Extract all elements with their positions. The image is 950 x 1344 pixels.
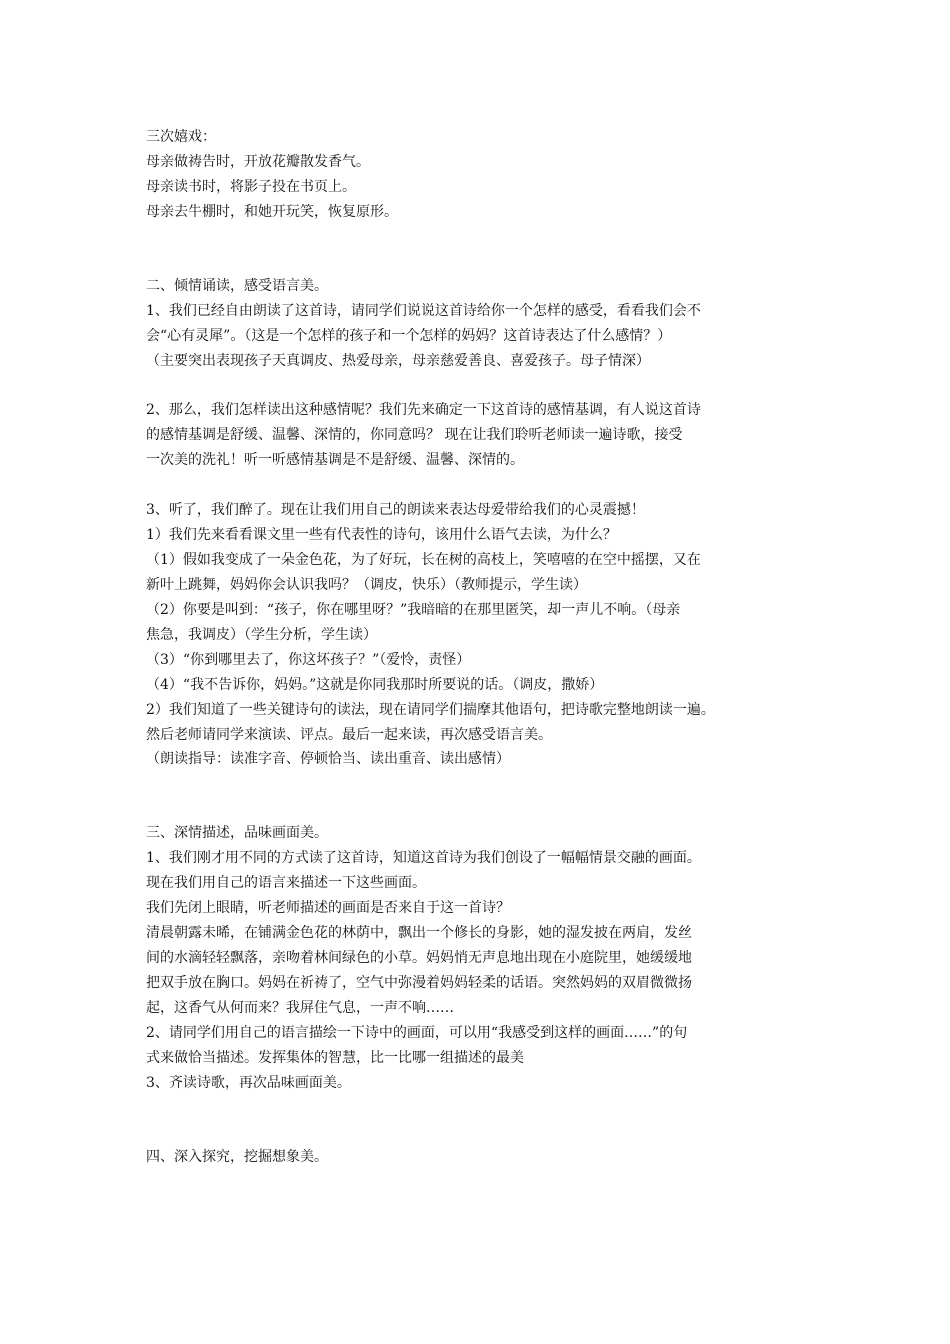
text-line: 现在我们用自己的语言来描述一下这些画面。 (146, 875, 426, 891)
text-line: 3、听了，我们醉了。现在让我们用自己的朗读来表达母爱带给我们的心灵震撼！ (146, 502, 645, 518)
text-line: 然后老师请同学来演读、评点。最后一起来读，再次感受语言美。 (146, 727, 552, 743)
text-line: 会“心有灵犀”。（这是一个怎样的孩子和一个怎样的妈妈？这首诗表达了什么感情？） (146, 328, 672, 344)
text-line: 三次嬉戏： (146, 129, 216, 145)
section-heading: 三、深情描述，品味画面美。 (146, 825, 328, 841)
text-line: （1）假如我变成了一朵金色花，为了好玩，长在树的高枝上，笑嘻嘻的在空中摇摆，又在 (146, 552, 701, 568)
text-line: 2）我们知道了一些关键诗句的读法，现在请同学们揣摩其他语句，把诗歌完整地朗读一遍。 (146, 702, 715, 718)
text-line: 式来做恰当描述。发挥集体的智慧，比一比哪一组描述的最美 (146, 1050, 524, 1066)
text-line: 1、我们刚才用不同的方式读了这首诗，知道这首诗为我们创设了一幅幅情景交融的画面。 (146, 850, 701, 866)
section-heading: 四、深入探究，挖掘想象美。 (146, 1149, 328, 1165)
text-line: 我们先闭上眼睛，听老师描述的画面是否来自于这一首诗？ (146, 900, 510, 916)
text-line: （4）“我不告诉你，妈妈。”这就是你同我那时所要说的话。（调皮，撒娇） (146, 677, 604, 693)
section-heading: 二、倾情诵读，感受语言美。 (146, 278, 328, 294)
text-line: 母亲去牛棚时，和她开玩笑，恢复原形。 (146, 204, 398, 220)
text-line: （朗读指导：读准字音、停顿恰当、读出重音、读出感情） (146, 751, 510, 767)
text-line: （2）你要是叫到：“孩子，你在哪里呀？”我暗暗的在那里匿笑，却一声儿不响。（母亲 (146, 602, 681, 618)
text-line: 把双手放在胸口。妈妈在祈祷了，空气中弥漫着妈妈轻柔的话语。突然妈妈的双眉微微扬 (146, 975, 692, 991)
text-line: 1、我们已经自由朗读了这首诗，请同学们说说这首诗给你一个怎样的感受，看看我们会不 (146, 303, 701, 319)
text-line: 1）我们先来看看课文里一些有代表性的诗句，该用什么语气去读，为什么？ (146, 527, 617, 543)
text-line: 2、请同学们用自己的语言描绘一下诗中的画面，可以用“我感受到这样的画面……”的句 (146, 1025, 688, 1041)
text-line: 新叶上跳舞，妈妈你会认识我吗？（调皮，快乐）（教师提示，学生读） (146, 577, 587, 593)
text-line: 2、那么，我们怎样读出这种感情呢？我们先来确定一下这首诗的感情基调，有人说这首诗 (146, 402, 701, 418)
text-line: 的感情基调是舒缓、温馨、深情的，你同意吗？ 现在让我们聆听老师读一遍诗歌，接受 (146, 427, 683, 443)
text-line: （主要突出表现孩子天真调皮、热爱母亲，母亲慈爱善良、喜爱孩子。母子情深） (146, 353, 650, 369)
text-line: 焦急，我调皮）（学生分析，学生读） (146, 627, 377, 643)
text-line: 母亲做祷告时，开放花瓣散发香气。 (146, 154, 370, 170)
text-line: 间的水滴轻轻飘落，亲吻着林间绿色的小草。妈妈悄无声息地出现在小庭院里，她缓缓地 (146, 950, 692, 966)
text-line: 一次美的洗礼！听一听感情基调是不是舒缓、温馨、深情的。 (146, 452, 524, 468)
text-line: 起，这香气从何而来？我屏住气息，一声不响…… (146, 1000, 454, 1016)
text-line: 3、齐读诗歌，再次品味画面美。 (146, 1075, 351, 1091)
text-line: （3）“你到哪里去了，你这坏孩子？”（爱怜，责怪） (146, 652, 471, 668)
text-line: 清晨朝露未晞，在铺满金色花的林荫中，飘出一个修长的身影，她的湿发披在两肩，发丝 (146, 925, 692, 941)
text-line: 母亲读书时，将影子投在书页上。 (146, 179, 356, 195)
